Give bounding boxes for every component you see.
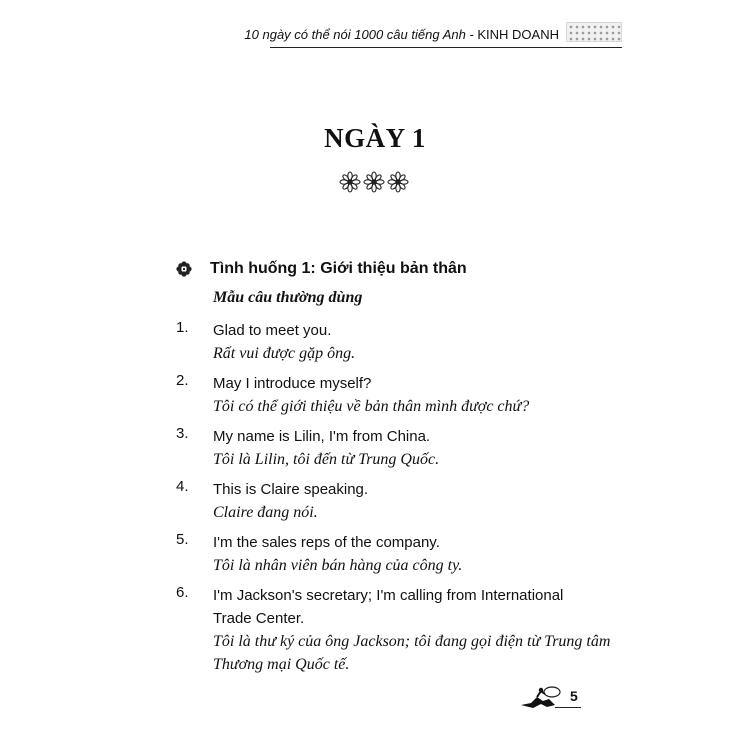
phrase-english: My name is Lilin, I'm from China.	[213, 428, 431, 445]
situation-title: Tình huống 1: Giới thiệu bản thân	[210, 260, 467, 277]
phrase-english: I'm Jackson's secretary; I'm calling from International Trade Center.	[213, 587, 564, 627]
running-header	[170, 27, 623, 47]
flower-bullet-icon	[176, 261, 192, 277]
phrase-english: May I introduce myself?	[213, 375, 372, 392]
phrase-vietnamese: Tôi là nhân viên bán hàng của công ty.	[213, 557, 463, 574]
phrase-vietnamese: Tôi là thư ký của ông Jackson; tôi đang gọi điện từ Trung tâm Thương mại Quốc tế.	[213, 633, 611, 673]
page-number: 5	[570, 688, 578, 704]
phrase-number: 1.	[176, 319, 189, 336]
phrase-vietnamese: Rất vui được gặp ông.	[213, 345, 356, 362]
flower-icon	[363, 171, 385, 193]
phrase-vietnamese: Tôi có thể giới thiệu về bản thân mình được chứ?	[213, 398, 530, 415]
phrase-number: 3.	[176, 425, 189, 442]
situation-heading	[176, 260, 467, 278]
flower-ornaments	[339, 171, 409, 193]
header-rule	[270, 47, 622, 48]
phrase-number: 6.	[176, 584, 189, 601]
phrase-english: This is Claire speaking.	[213, 481, 369, 498]
phrase-number: 4.	[176, 478, 189, 495]
page-number-rule	[555, 707, 581, 708]
header-ornament	[566, 22, 622, 42]
phrase-english: I'm the sales reps of the company.	[213, 534, 440, 551]
running-header-title: 10 ngày có thể nói 1000 câu tiếng Anh -	[244, 27, 478, 42]
chapter-title: NGÀY 1	[324, 123, 426, 153]
running-header-section: KINH DOANH	[477, 27, 559, 42]
flower-icon	[339, 171, 361, 193]
phrase-number: 2.	[176, 372, 189, 389]
common-phrases-subheading: Mẫu câu thường dùng	[213, 289, 363, 306]
phrase-number: 5.	[176, 531, 189, 548]
phrase-english: Glad to meet you.	[213, 322, 332, 339]
phrase-vietnamese: Claire đang nói.	[213, 504, 318, 521]
phrase-vietnamese: Tôi là Lilin, tôi đến từ Trung Quốc.	[213, 451, 440, 468]
flower-icon	[387, 171, 409, 193]
